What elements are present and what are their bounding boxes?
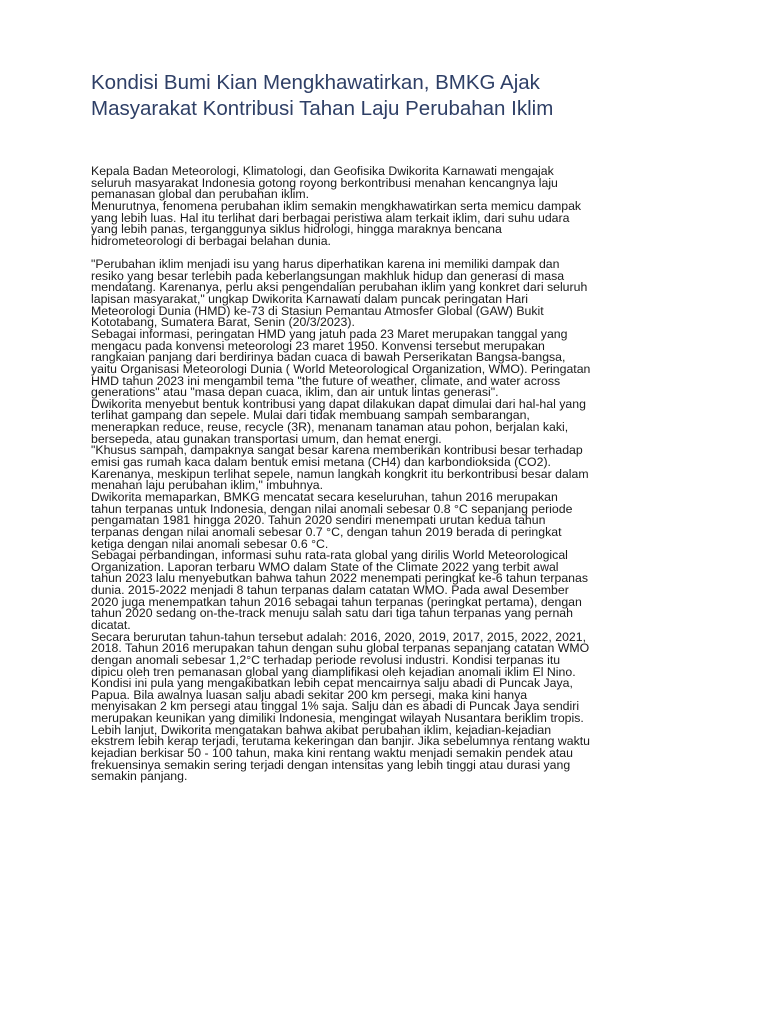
body-text-line: 2020 juga menempatkan tahun 2016 sebagai tahun terpanas (peringkat pertama), dengan	[91, 594, 582, 609]
body-text-line: ekstrem lebih kerap terjadi, terutama kekeringan dan banjir. Jika sebelumnya rentang waktu	[91, 734, 590, 749]
body-text-line: resiko yang besar terlebih pada keberlangsungan makhluk hidup dan generasi di masa	[91, 268, 565, 283]
body-text-line: lapisan masyarakat," ungkap Dwikorita Karnawati dalam puncak peringatan Hari	[91, 292, 529, 307]
body-text-line: menerapkan reduce, reuse, recycle (3R), menanam tanaman atau pohon, berjalan kaki,	[91, 420, 569, 435]
body-text-line: tahun 2020 sedang on-the-track menuju salah satu dari tiga tahun terpanas yang pernah	[91, 606, 573, 621]
body-text-line: seluruh masyarakat Indonesia gotong royong berkontribusi menahan kencangnya laju	[91, 175, 558, 190]
body-text-line: Organization. Laporan terbaru WMO dalam State of the Climate 2022 yang terbit awal	[91, 559, 559, 574]
body-text-line: terlihat gampang dan sepele. Mulai dari tidak membuang sampah sembarangan,	[91, 408, 530, 423]
body-text-line: "Perubahan iklim menjadi isu yang harus diperhatikan karena ini memiliki dampak dan	[91, 257, 560, 272]
body-text-line: yang lebih luas. Hal itu terlihat dari berbagai peristiwa alam terkait iklim, dari suhu udara	[91, 210, 570, 225]
body-text-line: tahun terpanas untuk Indonesia, dengan nilai anomali sebesar 0.8 °C sepanjang periode	[91, 501, 573, 516]
body-text-line: Karenanya, meskipun terlihat sepele, namun langkah kongkrit itu berkontribusi besar dalam	[91, 466, 589, 481]
body-text-line: Dwikorita menyebut bentuk kontribusi yang dapat dilakukan dapat dimulai dari hal-hal yang	[91, 396, 586, 411]
body-text-line: kejadian berkisar 50 - 100 tahun, maka kini rentang waktu menjadi semakin pendek atau	[91, 746, 573, 761]
article-title	[91, 70, 691, 122]
body-text-line: rangkaian panjang dari berdirinya badan cuaca di bawah Perserikatan Bangsa-bangsa,	[91, 350, 566, 365]
body-text-line: dicatat.	[91, 617, 131, 632]
body-text-line: Kototabang, Sumatera Barat, Senin (20/3/2023).	[91, 315, 355, 330]
body-text-line: tahun 2023 lalu menyebutkan bahwa tahun 2022 menempati peringkat ke-6 tahun terpanas	[91, 571, 589, 586]
body-text-line: Sebagai informasi, peringatan HMD yang jatuh pada 23 Maret merupakan tanggal yang	[91, 326, 568, 341]
body-text-line: Lebih lanjut, Dwikorita mengatakan bahwa akibat perubahan iklim, kejadian-kejadian	[91, 722, 552, 737]
body-text-line: Kondisi ini pula yang mengakibatkan lebih cepat mencairnya salju abadi di Puncak Jaya,	[91, 676, 573, 691]
body-text-line: menyisakan 2 km persegi atau tinggal 1% saja. Salju dan es abadi di Puncak Jaya sendiri	[91, 699, 580, 714]
body-text-line: mendatang. Karenanya, perlu aksi pengendalian perubahan iklim yang konkret dari seluruh	[91, 280, 588, 295]
body-text-line: semakin panjang.	[91, 769, 188, 784]
body-text-line: bersepeda, atau gunakan transportasi umum, dan hemat energi.	[91, 431, 442, 446]
body-text-line: yang lebih panas, terganggunya siklus hidrologi, hingga maraknya bencana	[91, 222, 502, 237]
body-text-line: generations" atau "masa depan cuaca, iklim, dan air untuk lintas generasi".	[91, 385, 499, 400]
body-text-line: ketiga dengan nilai anomali sebesar 0.6 °C.	[91, 536, 329, 551]
body-text-line: yaitu Organisasi Meteorologi Dunia ( World Meteorological Organization, WMO). Peringatan	[91, 361, 591, 376]
body-text-line: mengacu pada konvensi meteorologi 23 maret 1950. Konvensi tersebut merupakan	[91, 338, 545, 353]
article-title-line: Masyarakat Kontribusi Tahan Laju Perubahan Iklim	[91, 97, 554, 120]
body-text-line: dunia. 2015-2022 menjadi 8 tahun terpanas dalam catatan WMO. Pada awal Desember	[91, 583, 569, 598]
body-text-line: 2018. Tahun 2016 merupakan tahun dengan suhu global terpanas sepanjang catatan WMO	[91, 641, 590, 656]
article-title-line: Kondisi Bumi Kian Mengkhawatirkan, BMKG Ajak	[91, 71, 540, 94]
body-text-line: Kepala Badan Meteorologi, Klimatologi, dan Geofisika Dwikorita Karnawati mengajak	[91, 164, 554, 178]
body-text-line: HMD tahun 2023 ini mengambil tema "the future of weather, climate, and water across	[91, 373, 561, 388]
body-text-line: Secara berurutan tahun-tahun tersebut adalah: 2016, 2020, 2019, 2017, 2015, 2022, 2021,	[91, 629, 587, 644]
body-text-line: frekuensinya semakin sering terjadi dengan intensitas yang lebih tinggi atau durasi yang	[91, 757, 571, 772]
body-text-line: Papua. Bila awalnya luasan salju abadi sekitar 200 km persegi, maka kini hanya	[91, 687, 528, 702]
body-text-line: terpanas dengan nilai anomali sebesar 0.7 °C, dengan tahun 2019 berada di peringkat	[91, 524, 562, 539]
article-body	[91, 166, 691, 783]
body-text-line: Sebagai perbandingan, informasi suhu rata-rata global yang dirilis World Meteorological	[91, 548, 568, 563]
body-text-line: dipicu oleh tren pemanasan global yang diamplifikasi oleh kejadian anomali iklim El Nino.	[91, 664, 576, 679]
body-text-line: pengamatan 1981 hingga 2020. Tahun 2020 sendiri menempati urutan kedua tahun	[91, 513, 546, 528]
body-text-line: Menurutnya, fenomena perubahan iklim semakin mengkhawatirkan serta memicu dampak	[91, 198, 582, 213]
body-text-line: dengan anomali sebesar 1,2°C terhadap periode revolusi industri. Kondisi terpanas itu	[91, 652, 561, 667]
body-text-line: Meteorologi Dunia (HMD) ke-73 di Stasiun Pemantau Atmosfer Global (GAW) Bukit	[91, 303, 544, 318]
body-text-line: "Khusus sampah, dampaknya sangat besar karena memberikan kontribusi besar terhadap	[91, 443, 583, 458]
body-text-line: merupakan keunikan yang dimiliki Indonesia, mengingat wilayah Nusantara beriklim tropis.	[91, 711, 584, 726]
body-text-line: Dwikorita memaparkan, BMKG mencatat secara keseluruhan, tahun 2016 merupakan	[91, 489, 558, 504]
body-text-line: pemanasan global dan perubahan iklim.	[91, 187, 310, 202]
body-text-line: menahan laju perubahan iklim," imbuhnya.	[91, 478, 323, 493]
body-text-line: hidrometeorologi di berbagai belahan dunia.	[91, 233, 331, 248]
body-text-line: emisi gas rumah kaca dalam bentuk emisi metana (CH4) dan karbondioksida (CO2).	[91, 455, 551, 470]
